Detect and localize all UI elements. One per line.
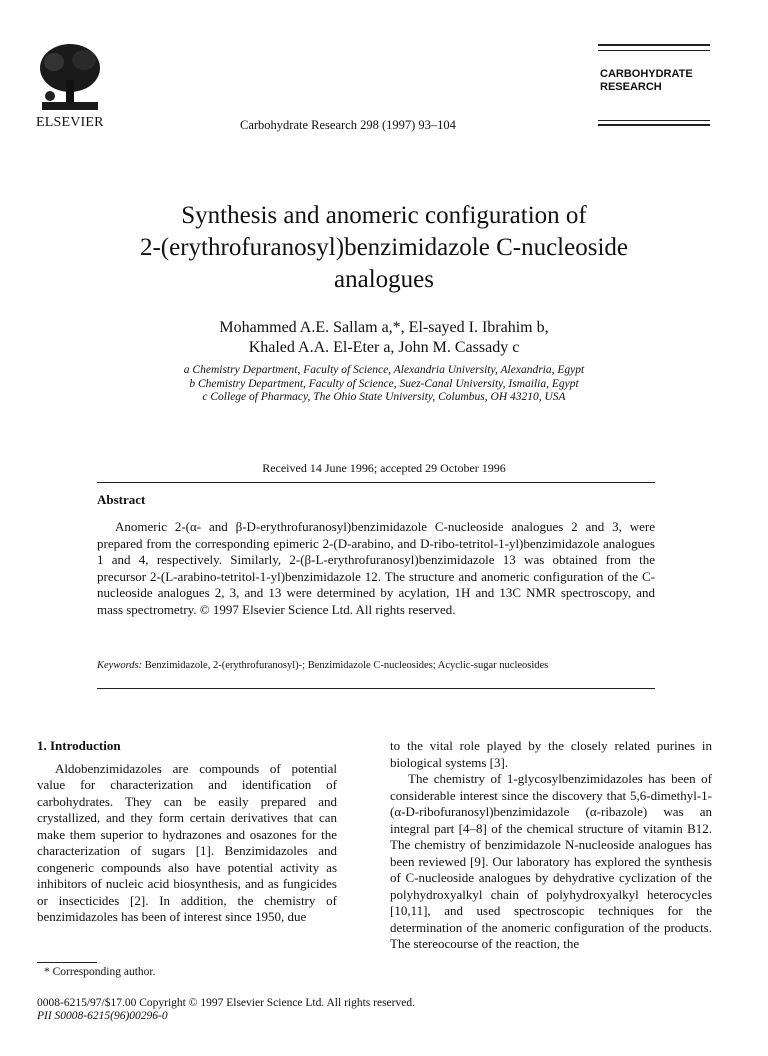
right-column <box>390 738 712 953</box>
body-paragraph: Aldobenzimidazoles are compounds of potential value for characterization and identification of carbohydrates. They can be easily prepared and crystallized, and they form certain derivatives that can make them superior to hydrazones and osazones for the characterization of sugars [1]. Benzimidazoles and congeneric compounds also have potential activity as inhibitors of nucleic acid biosynthesis, and as fungicides or insecticides [2]. In addition, the chemistry of benzimidazoles has been of interest since 1950, due <box>37 760 337 924</box>
elsevier-tree-logo <box>36 40 104 112</box>
header-rule-bottom-thick <box>598 124 710 126</box>
title-line: Synthesis and anomeric configuration of <box>181 202 587 229</box>
title-line: 2-(erythrofuranosyl)benzimidazole C-nucleoside <box>139 234 628 261</box>
journal-citation: Carbohydrate Research 298 (1997) 93–104 <box>240 118 456 132</box>
header-rule-top-thin <box>598 50 710 51</box>
affiliation: a Chemistry Department, Faculty of Science, Alexandria University, Alexandria, Egypt <box>183 364 585 376</box>
keywords-list: Benzimidazole, 2-(erythrofuranosyl)-; Benzimidazole C-nucleosides; Acyclic-sugar nucleosides <box>144 660 549 671</box>
publisher-name: ELSEVIER <box>36 115 104 130</box>
title-line: analogues <box>334 266 434 293</box>
affiliations <box>60 364 708 405</box>
keywords-label: Keywords: <box>97 660 143 671</box>
journal-brand-line1: CARBOHYDRATE <box>600 68 693 80</box>
body-paragraph: The chemistry of 1-glycosylbenzimidazoles has been of considerable interest since the discovery that 5,6-dimethyl-1-(α-D-ribofuranosyl)benzimidazole (α-ribazole) was an integral part [4–8] of the chemical structure of vitamin B12. The chemistry of benzimidazole N-nucleoside analogues has been reviewed [9]. Our laboratory has explored the synthesis of C-nucleoside analogues by dehydrative cyclization of the polyhydroxyalkyl chain of polyhydroxyalkyl heterocycles [10,11], and used spectroscopic techniques for the determination of the anomeric configuration of the products. The stereocourse of the reaction, the <box>390 771 712 951</box>
received-dates: Received 14 June 1996; accepted 29 October 1996 <box>262 461 506 475</box>
footnote-rule <box>37 962 97 963</box>
left-column <box>37 738 337 926</box>
journal-brand <box>600 68 693 94</box>
affiliation: b Chemistry Department, Faculty of Science, Suez-Canal University, Ismailia, Egypt <box>189 377 579 390</box>
authors-line: Khaled A.A. El-Eter a, John M. Cassady c <box>248 339 520 356</box>
abstract-heading: Abstract <box>97 492 146 507</box>
abstract-bottom-rule <box>97 688 655 689</box>
keywords <box>97 660 697 671</box>
corresponding-author-footnote: * Corresponding author. <box>44 966 156 978</box>
abstract-text: Anomeric 2-(α- and β-D-erythrofuranosyl)benzimidazole C-nucleoside analogues 2 and 3, were prepared from the corresponding epimeric 2-(D-arabino, and D-ribo-tetritol-1-yl)benzimidazole analogues 1 and 4, respectively. Similarly, 2-(β-L-erythrofuranosyl)benzimidazole 13 was obtained from the precursor 2-(L-arabino-tetritol-1-yl)benzimidazole 12. The structure and anomeric configuration of the C-nucleoside analogues 2, 3, and 13 were determined by acylation, 1H and 13C NMR spectroscopy, and mass spectrometry. © 1997 Elsevier Science Ltd. All rights reserved. <box>97 519 655 617</box>
copyright-line: 0008-6215/97/$17.00 Copyright © 1997 Elsevier Science Ltd. All rights reserved. <box>37 997 415 1009</box>
article-title <box>60 200 708 296</box>
author-list <box>60 318 708 358</box>
affiliation: c College of Pharmacy, The Ohio State University, Columbus, OH 43210, USA <box>202 391 566 403</box>
pii-identifier: PII S0008-6215(96)00296-0 <box>37 1010 168 1022</box>
header-rule-bottom <box>598 120 710 121</box>
journal-brand-line2: RESEARCH <box>600 81 662 93</box>
abstract-top-rule <box>97 482 655 483</box>
body-paragraph: to the vital role played by the closely related purines in biological systems [3]. <box>390 738 712 770</box>
authors-line: Mohammed A.E. Sallam a,*, El-sayed I. Ibrahim b, <box>219 319 549 336</box>
header-rule-top <box>598 44 710 46</box>
section-heading: 1. Introduction <box>37 738 121 753</box>
